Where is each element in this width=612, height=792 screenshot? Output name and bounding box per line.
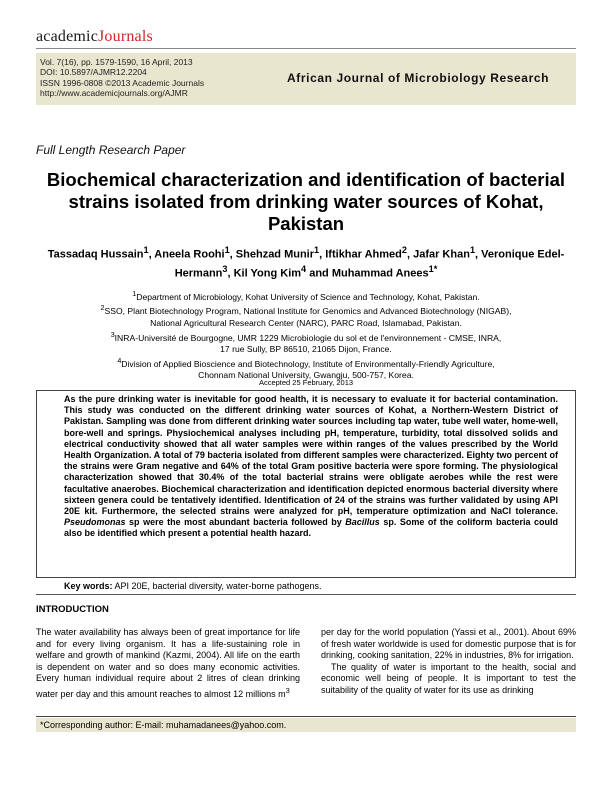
- author-affil-sup: 3: [222, 264, 228, 275]
- author-separator: ,: [227, 267, 234, 280]
- author-separator: ,: [148, 248, 155, 261]
- footnote-rule: [36, 716, 576, 717]
- author-separator: ,: [229, 248, 236, 261]
- paper-title: Biochemical characterization and identification of bacterial strains isolated from drinking water sources of Kohat, Pakistan: [46, 169, 566, 234]
- author-affil-sup: 1*: [428, 264, 438, 275]
- affiliation-list: [36, 289, 576, 382]
- affiliation: $^3$INRA-Université de Bourgogne, UMR 1229 Microbiologie du sol et de l'environnement - CMSE, INRA, 17 rue Sully, BP 86510, 21065 Dijon, France.: [110, 330, 502, 354]
- affiliation: $^4$Division of Applied Bioscience and Biotechnology, Institute of Environmentally-Friendly Agriculture, Chonnam National University, Gwangju, 500-757, Korea.: [117, 356, 495, 380]
- article-meta: [40, 57, 204, 99]
- author-name: Iftikhar Ahmed: [325, 248, 402, 261]
- paragraph: The quality of water is important to the health, social and economic well being of people. It is important to test the suitability of the quality of water for its use as drinking: [321, 661, 576, 695]
- paper-type: Full Length Research Paper: [36, 143, 186, 157]
- author-name: Shehzad Munir: [235, 248, 315, 261]
- header-rule: [36, 48, 576, 49]
- volume-pages-line: Vol. 7(16), pp. 1579-1590, 16 April, 2013: [40, 57, 193, 67]
- logo-part-journals: Journals: [98, 28, 153, 45]
- keywords-label: Key words:: [64, 581, 113, 591]
- section-rule: [36, 594, 576, 595]
- body-column-left: The water availability has always been of great importance for life and for every living organism. It has a life-sustaining role in welfare and growth of mankind (Kazmi, 2004). All life on the earth is dependent on water and so does many economic activities. Every human individual require about 2 litres of clean drinking water per day and this amount reaches to almost 12 millions $m^3$: [36, 627, 300, 699]
- abstract-text: As the pure drinking water is inevitable for good health, it is necessary to evaluate it for bacterial contamination. This study was conducted on the different drinking water sources of Kohat, a Northern-Western District of Pakistan. Sampling was done from different drinking water sources including tap water, tube well water, home-well, bore-well and springs. Physiochemical analyses including pH, temperature, turbidity, total dissolved solids and electrical conductivity showed that all water samples were within ranges of the values prescribed by the World Health Organization. A total of 79 bacteria isolated from different samples were characterized. Eighty two percent of the strains were Gram negative and 64% of the total Gram positive bacteria were spore forming. The physiological characterization showed that 30.4% of the total bacterial strains were obligate aerobes while the rest were facultative anaerobes. Biochemical characterization and identification depicted enormous bacterial diversity where sixteen genera could be tentatively identified. Identification of 24 of the strains was further validated by using API 20E kit. Furthermore, the selected strains were analyzed for pH, temperature optimization and NaCl tolerance. Pseudomonas sp were the most abundant bacteria followed by Bacillus sp. Some of the coliform bacteria could also be identified which present a potential health hazard.: [64, 394, 558, 539]
- keywords: [64, 581, 558, 592]
- body-column-right: [321, 627, 576, 696]
- affiliation: $^1$Department of Microbiology, Kohat University of Science and Technology, Kohat, Pakistan.: [132, 290, 480, 302]
- corresponding-author-footnote: *Corresponding author: E-mail: muhamadanees@yahoo.com.: [40, 720, 287, 730]
- author-affil-sup: 1: [143, 245, 149, 255]
- author-separator: and: [306, 267, 332, 280]
- journal-url-link[interactable]: http://www.academicjournals.org/AJMR: [40, 88, 188, 99]
- logo-part-academic: academic: [36, 28, 98, 45]
- author-affil-sup: 4: [301, 264, 307, 275]
- author-name: Muhammad Anees: [331, 267, 429, 280]
- publisher-logo: [36, 28, 153, 46]
- author-separator: ,: [475, 248, 482, 261]
- genus-pseudomonas: Pseudomonas: [64, 517, 126, 528]
- author-affil-sup: 2: [401, 245, 407, 255]
- author-name: Tassadaq Hussain: [47, 248, 144, 261]
- genus-bacillus: Bacillus: [345, 517, 380, 528]
- author-name: Veronique Edel-Hermann: [174, 248, 565, 280]
- author-separator: ,: [406, 248, 414, 261]
- author-separator: ,: [319, 248, 326, 261]
- keywords-text: API 20E, bacterial diversity, water-borne pathogens.: [112, 581, 322, 591]
- paragraph: per day for the world population (Yassi et al., 2001). About 69% of fresh water worldwide is used for domestic purpose that is for drinking, cooking sanitation, 22% in industries, 8% for irrigation.: [321, 627, 576, 660]
- author-affil-sup: 1: [224, 245, 230, 255]
- author-list: [36, 243, 576, 281]
- affiliation: $^2$SSO, Plant Biotechnology Program, National Institute for Genomics and Advanced Biotechnology (NIGAB), National Agricultural Research Center (NARC), PARC Road, Islamabad, Pakistan.: [100, 304, 512, 328]
- accepted-date: Accepted 25 February, 2013: [258, 378, 354, 387]
- author-name: Kil Yong Kim: [233, 267, 302, 280]
- author-name: Jafar Khan: [413, 248, 470, 261]
- author-name: Aneela Roohi: [154, 248, 225, 261]
- journal-name: African Journal of Microbiology Research: [287, 71, 550, 85]
- author-affil-sup: 1: [469, 245, 476, 255]
- author-affil-sup: 1: [314, 245, 320, 255]
- doi-line: DOI: 10.5897/AJMR12.2204: [40, 67, 147, 78]
- issn-line: ISSN 1996-0808 ©2013 Academic Journals: [40, 77, 205, 88]
- section-heading-introduction: INTRODUCTION: [36, 604, 109, 615]
